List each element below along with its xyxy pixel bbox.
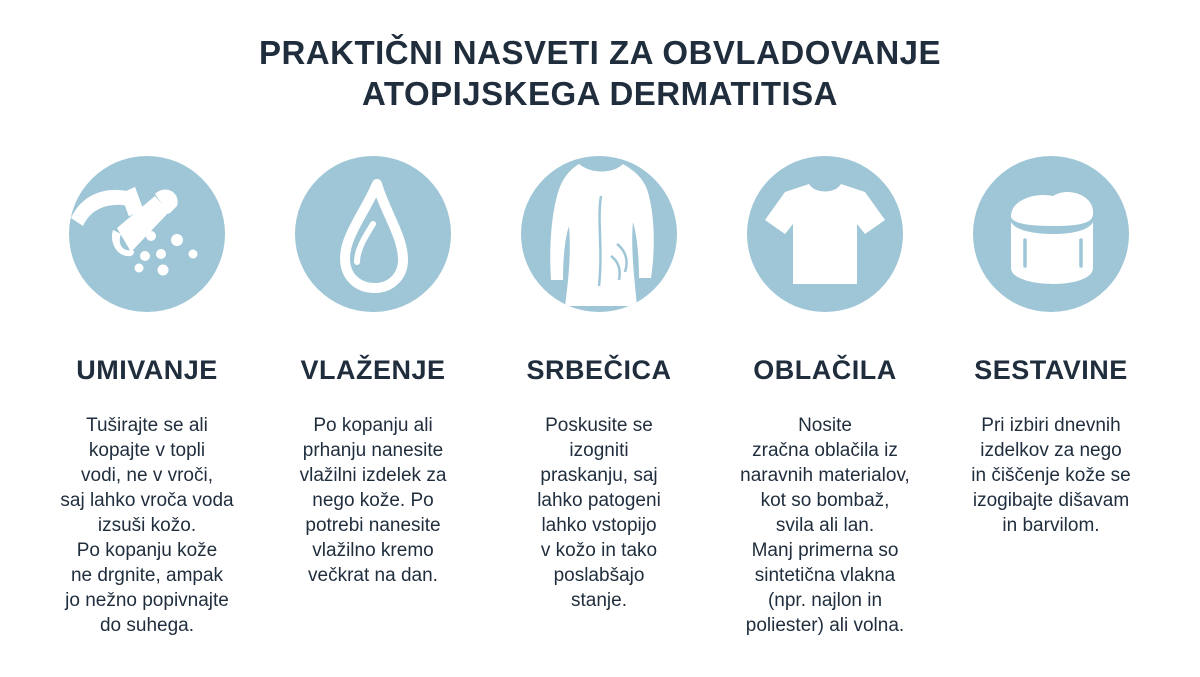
tip-line: večkrat na dan. [308, 565, 438, 586]
tip-line: vlažilni izdelek za [299, 465, 447, 486]
tip-line: Tuširajte se ali [86, 415, 208, 436]
tip-line: sintetična vlakna [754, 565, 896, 586]
tip-line: praskanju, saj [540, 465, 658, 486]
tip-line: jo nežno popivnajte [65, 590, 229, 611]
tip-itching [479, 0, 719, 677]
tip-line: stanje. [571, 590, 627, 611]
water-drop-icon [295, 156, 451, 312]
tip-line: izogibajte dišavam [972, 490, 1130, 511]
tip-moisturizing [253, 0, 493, 677]
tip-line: zračna oblačila iz [752, 440, 898, 461]
body-back-icon [521, 156, 677, 312]
tip-line: in čiščenje kože se [971, 465, 1131, 486]
tip-line: vlažilno kremo [312, 540, 434, 561]
tip-heading: SESTAVINE [974, 355, 1128, 385]
t-shirt-icon [747, 156, 903, 312]
title-line-2: ATOPIJSKEGA DERMATITISA [362, 75, 838, 112]
tip-heading: UMIVANJE [76, 355, 218, 385]
tip-line: lahko patogeni [537, 490, 661, 511]
tip-line: poliester) ali volna. [745, 615, 905, 636]
tip-text [941, 413, 1161, 538]
tip-line: prhanju nanesite [302, 440, 444, 461]
tip-text [715, 413, 935, 638]
tip-line: nego kože. Po [312, 490, 434, 511]
tip-line: Manj primerna so [751, 540, 899, 561]
tip-line: v kožo in tako [540, 540, 658, 561]
cream-jar-icon [973, 156, 1129, 312]
tip-line: izsuši kožo. [97, 515, 197, 536]
tip-line: lahko vstopijo [541, 515, 657, 536]
tip-heading: OBLAČILA [753, 355, 897, 385]
tip-line: kopajte v topli [88, 440, 206, 461]
tip-text [263, 413, 483, 588]
tip-line: do suhega. [99, 615, 195, 636]
tip-line: Nosite [798, 415, 852, 436]
icon-circle [69, 156, 225, 312]
icon-circle [295, 156, 451, 312]
tip-heading: VLAŽENJE [300, 355, 446, 385]
tip-text [37, 413, 257, 638]
tip-line: ne drgnite, ampak [70, 565, 224, 586]
tip-line: izogniti [569, 440, 629, 461]
tip-line: in barvilom. [1002, 515, 1100, 536]
tip-line: (npr. najlon in [767, 590, 883, 611]
tip-ingredients [931, 0, 1171, 677]
tip-line: izdelkov za nego [980, 440, 1122, 461]
tip-line: potrebi nanesite [305, 515, 441, 536]
tip-line: naravnih materialov, [740, 465, 910, 486]
icon-circle [973, 156, 1129, 312]
tip-line: Poskusite se [545, 415, 653, 436]
icon-circle [747, 156, 903, 312]
tip-line: svila ali lan. [775, 515, 875, 536]
tip-clothing [705, 0, 945, 677]
tip-line: Po kopanju kože [76, 540, 218, 561]
tip-line: poslabšajo [553, 565, 645, 586]
shower-icon [69, 156, 225, 312]
tip-line: Po kopanju ali [313, 415, 433, 436]
tip-line: vodi, ne v vroči, [81, 465, 213, 486]
tip-text [489, 413, 709, 613]
tip-washing [27, 0, 267, 677]
tip-heading: SRBEČICA [526, 355, 672, 385]
tip-line: Pri izbiri dnevnih [981, 415, 1121, 436]
title-line-1: PRAKTIČNI NASVETI ZA OBVLADOVANJE [258, 34, 942, 71]
tip-line: kot so bombaž, [760, 490, 890, 511]
tip-line: saj lahko vroča voda [60, 490, 234, 511]
icon-circle [521, 156, 677, 312]
